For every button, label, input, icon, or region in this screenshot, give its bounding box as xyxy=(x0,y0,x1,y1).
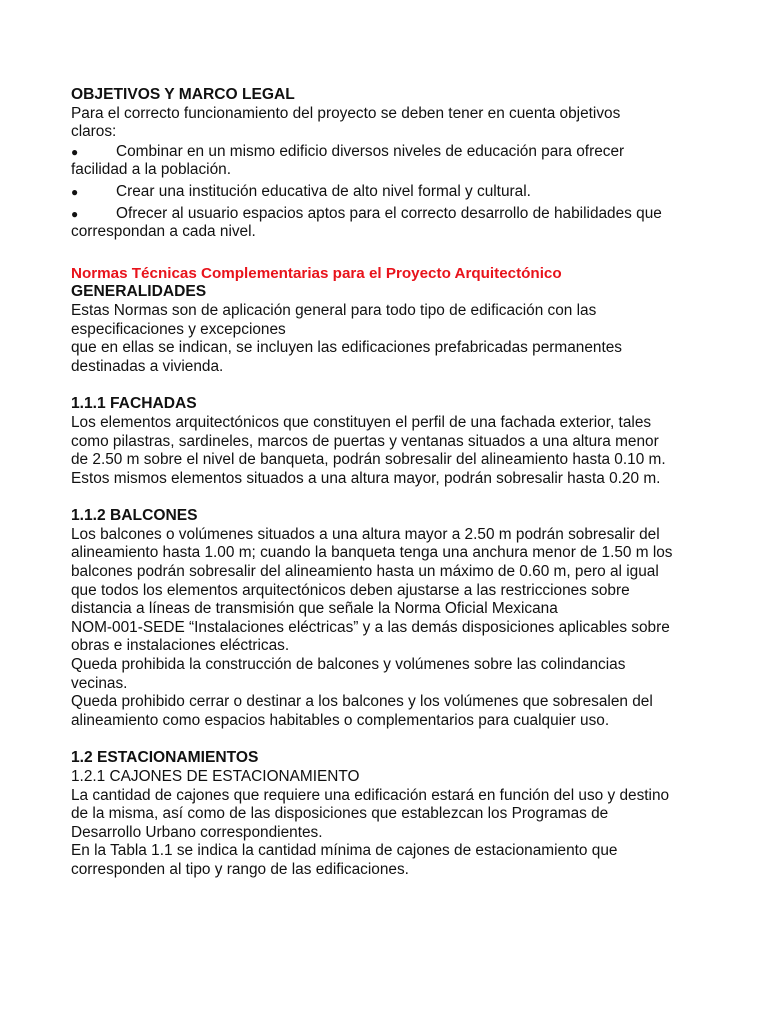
paragraph-line: Queda prohibido cerrar o destinar a los balcones y los volúmenes que sobresalen del xyxy=(71,693,653,711)
paragraph-line: Estos mismos elementos situados a una altura mayor, podrán sobresalir hasta 0.20 m. xyxy=(71,469,661,487)
paragraph-line: Queda prohibida la construcción de balcones y volúmenes sobre las colindancias xyxy=(71,656,626,674)
bullet-text-cont: facilidad a la población. xyxy=(71,161,232,179)
intro-line-2: claros: xyxy=(71,123,117,141)
paragraph-line: alineamiento como espacios habitables o complementarios para cualquier uso. xyxy=(71,711,610,729)
paragraph-line: Desarrollo Urbano correspondientes. xyxy=(71,823,323,841)
fachadas-heading: 1.1.1 FACHADAS xyxy=(71,395,197,413)
bullet-icon: ● xyxy=(71,206,79,221)
bullet-text: Combinar en un mismo edificio diversos niveles de educación para ofrecer xyxy=(116,142,625,160)
objetivos-title: OBJETIVOS Y MARCO LEGAL xyxy=(71,86,295,103)
paragraph-line: La cantidad de cajones que requiere una edificación estará en función del uso y destino xyxy=(71,786,670,804)
paragraph-line: de la misma, así como de las disposiciones que establezcan los Programas de xyxy=(71,805,609,823)
paragraph-line: distancia a líneas de transmisión que señale la Norma Oficial Mexicana xyxy=(71,600,558,618)
document-page xyxy=(71,86,721,880)
paragraph-line: En la Tabla 1.1 se indica la cantidad mínima de cajones de estacionamiento que xyxy=(71,842,618,860)
estacionamientos-heading: 1.2 ESTACIONAMIENTOS xyxy=(71,749,259,767)
paragraph-line: que en ellas se indican, se incluyen las edificaciones prefabricadas permanentes xyxy=(71,339,622,357)
generalidades-heading: GENERALIDADES xyxy=(71,283,207,301)
fachadas-body xyxy=(71,414,721,488)
bullet-icon: ● xyxy=(71,144,79,159)
paragraph-line: Los balcones o volúmenes situados a una altura mayor a 2.50 m podrán sobresalir del xyxy=(71,525,660,543)
bullet-icon: ● xyxy=(71,184,79,199)
list-item xyxy=(71,183,721,202)
list-item xyxy=(71,205,721,242)
bullet-text-cont: correspondan a cada nivel. xyxy=(71,223,256,241)
paragraph-line: corresponden al tipo y rango de las edificaciones. xyxy=(71,860,409,878)
paragraph-line: destinadas a vivienda. xyxy=(71,357,224,375)
paragraph-line: vecinas. xyxy=(71,674,128,692)
intro-line-1: Para el correcto funcionamiento del proyecto se deben tener en cuenta objetivos xyxy=(71,104,621,122)
objetivos-list xyxy=(71,143,721,242)
paragraph-line: balcones podrán sobresalir del alineamiento hasta un máximo de 0.60 m, pero al igual xyxy=(71,563,659,581)
paragraph-line: Estas Normas son de aplicación general para todo tipo de edificación con las xyxy=(71,301,597,319)
normas-title: Normas Técnicas Complementarias para el Proyecto Arquitectónico xyxy=(71,264,562,282)
generalidades-body xyxy=(71,302,721,376)
paragraph-line: especificaciones y excepciones xyxy=(71,320,286,338)
paragraph-line: Los elementos arquitectónicos que constituyen el perfil de una fachada exterior, tales xyxy=(71,413,652,431)
paragraph-line: obras e instalaciones eléctricas. xyxy=(71,637,290,655)
paragraph-line: como pilastras, sardineles, marcos de puertas y ventanas situados a una altura menor xyxy=(71,432,659,450)
bullet-text: Ofrecer al usuario espacios aptos para el correcto desarrollo de habilidades que xyxy=(116,204,662,222)
paragraph-line: NOM-001-SEDE “Instalaciones eléctricas” y a las demás disposiciones aplicables sobre xyxy=(71,618,670,636)
balcones-body xyxy=(71,526,721,731)
objetivos-intro xyxy=(71,105,721,142)
list-item xyxy=(71,143,721,180)
estacionamientos-body xyxy=(71,787,721,880)
cajones-subheading: 1.2.1 CAJONES DE ESTACIONAMIENTO xyxy=(71,768,360,785)
balcones-heading: 1.1.2 BALCONES xyxy=(71,507,198,525)
paragraph-line: de 2.50 m sobre el nivel de banqueta, podrán sobresalir del alineamiento hasta 0.10 m. xyxy=(71,451,666,469)
paragraph-line: que todos los elementos arquitectónicos deben ajustarse a las restricciones sobre xyxy=(71,581,630,599)
bullet-text: Crear una institución educativa de alto nivel formal y cultural. xyxy=(116,182,531,200)
paragraph-line: alineamiento hasta 1.00 m; cuando la banqueta tenga una anchura menor de 1.50 m los xyxy=(71,544,673,562)
